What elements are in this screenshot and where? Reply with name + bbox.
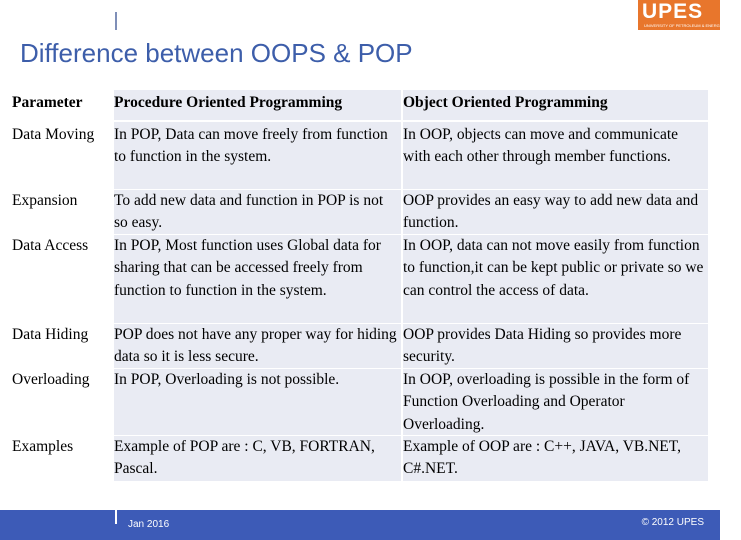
row-oop: In OOP, overloading is possible in the form of Function Overloading and Operator Overloading. (403, 371, 690, 433)
row-parameter: Examples (12, 438, 74, 455)
row-pop: In POP, Overloading is not possible. (114, 371, 340, 388)
header-parameter: Parameter (12, 94, 83, 111)
row-parameter: Data Hiding (12, 326, 89, 343)
table-row (12, 121, 708, 189)
row-parameter: Expansion (12, 192, 78, 209)
row-oop: OOP provides Data Hiding so provides more security. (403, 326, 682, 366)
footer-copyright: © 2012 UPES (641, 517, 704, 528)
slide-title: Difference between OOPS & POP (20, 38, 413, 68)
comparison-table (12, 90, 708, 481)
table-row (12, 435, 708, 481)
footer-bar (0, 510, 720, 540)
header-oop: Object Oriented Programming (403, 94, 608, 111)
footer-date: Jan 2016 (128, 519, 170, 530)
table-header-row (12, 90, 708, 120)
row-pop: In POP, Most function uses Global data for sharing that can be accessed freely from function to function in the system. (114, 237, 381, 299)
table-row (12, 189, 708, 234)
top-divider-line (115, 12, 117, 30)
row-oop: OOP provides an easy way to add new data and function. (403, 192, 699, 232)
row-pop: In POP, Data can move freely from function to function in the system. (114, 126, 388, 166)
row-pop: Example of POP are : C, VB, FORTRAN, Pascal. (114, 438, 375, 478)
header-pop: Procedure Oriented Programming (114, 94, 343, 111)
table-row (12, 368, 708, 435)
row-oop: Example of OOP are : C++, JAVA, VB.NET, C#.NET. (403, 438, 681, 478)
row-parameter: Data Access (12, 237, 89, 254)
table-row (12, 234, 708, 323)
row-parameter: Overloading (12, 371, 90, 388)
logo-text: UPES (642, 0, 704, 23)
row-pop: POP does not have any proper way for hiding data so it is less secure. (114, 326, 397, 366)
table-row (12, 323, 708, 368)
row-parameter: Data Moving (12, 126, 95, 143)
row-oop: In OOP, objects can move and communicate with each other through member functions. (403, 126, 679, 166)
upes-logo (638, 0, 741, 30)
logo-tagline: UNIVERSITY OF PETROLEUM & ENERGY STUDIES (644, 23, 741, 28)
row-pop: To add new data and function in POP is not so easy. (114, 192, 384, 232)
row-oop: In OOP, data can not move easily from function to function,it can be kept public or private so we can control the access of data. (403, 237, 704, 299)
footer-divider-line (115, 510, 117, 524)
